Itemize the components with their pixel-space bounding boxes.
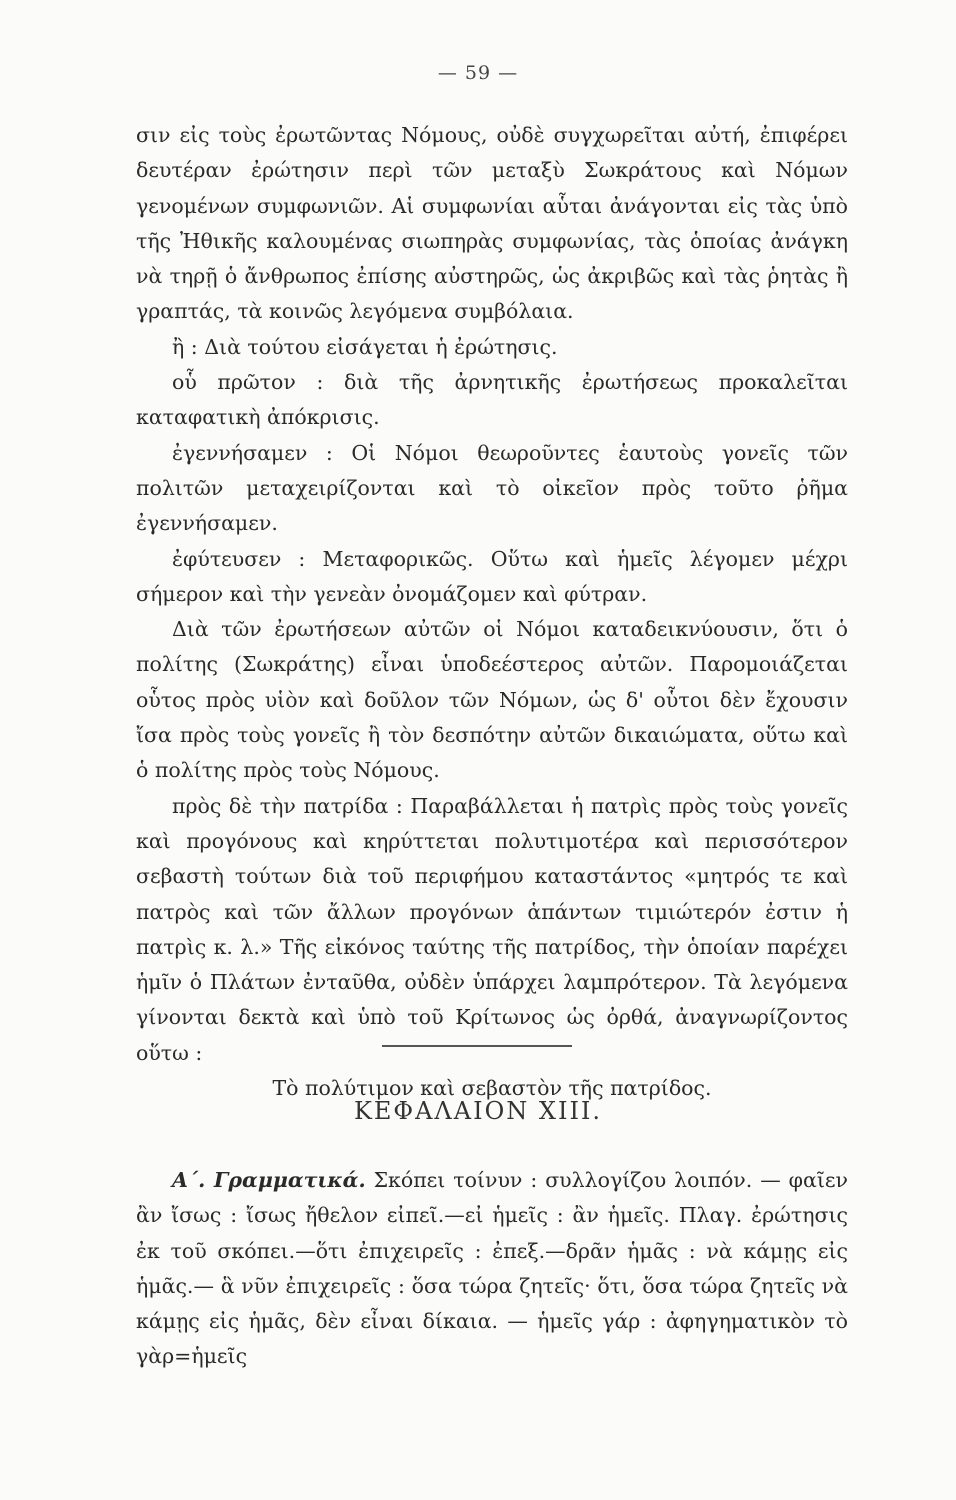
grammar-paragraph	[136, 1163, 848, 1375]
grammar-text: Σκόπει τοίνυν : συλλογίζου λοιπόν. — φαῖεν ἂν ἴσως : ἴσως ἤθελον εἰπεῖ.—εἰ ἡμεῖς : ἂν ἡμεῖς. Πλαγ. ἐρώτησις ἐκ τοῦ σκόπει.—ὅτι ἐπιχειρεῖς : ἐπεξ.—δρᾶν ἡμᾶς : νὰ κάμῃς εἰς ἡμᾶς.— ἃ νῦν ἐπιχειρεῖς : ὅσα τώρα ζητεῖς· ὅτι, ὅσα τώρα ζητεῖς νὰ κάμῃς εἰς ἡμᾶς, δὲν εἶναι δίκαια. — ἡμεῖς γάρ : ἀφηγηματικὸν τὸ γὰρ=ἡμεῖς	[136, 1168, 848, 1369]
body-text	[136, 118, 848, 1106]
paragraph-fatherland: πρὸς δὲ τὴν πατρίδα : Παραβάλλεται ἡ πατρὶς πρὸς τοὺς γονεῖς καὶ προγόνους καὶ κηρύττεται πολυτιμοτέρα καὶ περισσότερον σεβαστὴ τούτων διὰ τοῦ περιφήμου καταστάντος «μητρός τε καὶ πατρὸς καὶ τῶν ἄλλων προγόνων ἁπάντων τιμιώτερόν ἐστιν ἡ πατρὶς κ. λ.» Τῆς εἰκόνος ταύτης τῆς πατρίδος, τὴν ὁποίαν παρέχει ἡμῖν ὁ Πλάτων ἐνταῦθα, οὐδὲν ὑπάρχει λαμπρότερον. Τὰ λεγόμενα γίνονται δεκτὰ καὶ ὑπὸ τοῦ Κρίτωνος ὡς ὀρθά, ἀναγνωρίζοντος οὕτω :	[136, 793, 848, 1065]
paragraph-note-efyteusen: ἐφύτευσεν : Μεταφορικῶς. Οὕτω καὶ ἡμεῖς λέγομεν μέχρι σήμερον καὶ τὴν γενεὰν ὀνομάζομεν καὶ φύτραν.	[136, 546, 848, 606]
paragraph-note-e: ἢ : Διὰ τούτου εἰσάγεται ἡ ἐρώτησις.	[172, 334, 558, 359]
paragraph-note-ou-proton: οὗ πρῶτον : διὰ τῆς ἀρνητικῆς ἐρωτήσεως προκαλεῖται καταφατικὴ ἀπόκρισις.	[136, 370, 848, 430]
grammar-heading: Α΄. Γραμματικά.	[172, 1168, 366, 1192]
paragraph-laws-questions: Διὰ τῶν ἐρωτήσεων αὐτῶν οἱ Νόμοι καταδεικνύουσιν, ὅτι ὁ πολίτης (Σωκράτης) εἶναι ὑποδεέστερος αὐτῶν. Παρομοιάζεται οὗτος πρὸς υἱὸν καὶ δοῦλον τῶν Νόμων, ὡς δ' οὗτοι δὲν ἔχουσιν ἴσα πρὸς τοὺς γονεῖς ἢ τὸν δεσπότην αὐτῶν δικαιώματα, οὕτω καὶ ὁ πολίτης πρὸς τοὺς Νόμους.	[136, 617, 848, 783]
paragraph-note-egennesamen: ἐγεννήσαμεν : Οἱ Νόμοι θεωροῦντες ἑαυτοὺς γονεῖς τῶν πολιτῶν μεταχειρίζονται καὶ τὸ οἰκεῖον πρὸς τοῦτο ῥῆμα ἐγεννήσαμεν.	[136, 440, 848, 536]
section-divider	[382, 1045, 572, 1047]
paragraph-continuation: σιν εἰς τοὺς ἐρωτῶντας Νόμους, οὐδὲ συγχωρεῖται αὐτή, ἐπιφέρει δευτέραν ἐρώτησιν περὶ τῶν μεταξὺ Σωκράτους καὶ Νόμων γενομένων συμφωνιῶν. Αἱ συμφωνίαι αὗται ἀνάγονται εἰς τὰς ὑπὸ τῆς Ἠθικῆς καλουμένας σιωπηρὰς συμφωνίας, τὰς ὁποίας ἀνάγκη νὰ τηρῇ ὁ ἄνθρωπος ἐπίσης αὐστηρῶς, ὡς ἀκριβῶς καὶ τὰς ῥητὰς ἢ γραπτάς, τὰ κοινῶς λεγόμενα συμβόλαια.	[136, 123, 848, 324]
page-number: — 59 —	[437, 62, 519, 84]
quote-line: Τὸ πολύτιμον καὶ σεβαστὸν τῆς πατρίδος.	[272, 1076, 712, 1101]
grammar-section	[136, 1163, 848, 1375]
chapter-title: ΚΕΦΑΛΑΙΟΝ XIII.	[353, 1097, 603, 1125]
